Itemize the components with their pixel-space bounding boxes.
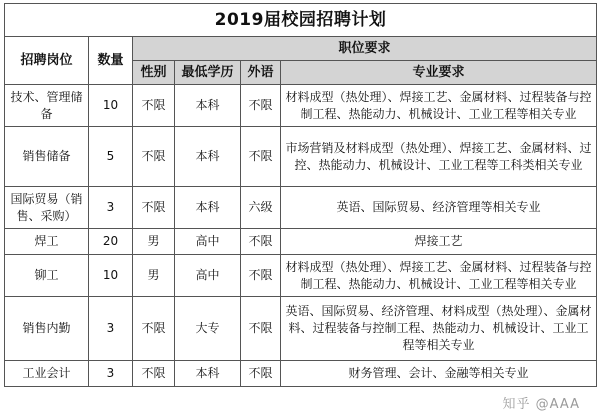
table-row — [5, 255, 597, 297]
cell-language: 不限 — [241, 127, 281, 187]
table-row — [5, 229, 597, 255]
cell-position: 销售储备 — [5, 127, 89, 187]
cell-major: 财务管理、会计、金融等相关专业 — [281, 361, 597, 387]
cell-language: 不限 — [241, 229, 281, 255]
cell-language: 不限 — [241, 361, 281, 387]
cell-education: 本科 — [175, 187, 241, 229]
cell-major: 材料成型（热处理）、焊接工艺、金属材料、过程装备与控制工程、热能动力、机械设计、工业工程等相关专业 — [281, 85, 597, 127]
cell-count: 5 — [89, 127, 133, 187]
header-count: 数量 — [89, 37, 133, 85]
cell-major: 焊接工艺 — [281, 229, 597, 255]
table-row — [5, 361, 597, 387]
recruitment-table — [4, 3, 597, 387]
cell-position: 技术、管理储备 — [5, 85, 89, 127]
header-requirements: 职位要求 — [133, 37, 597, 61]
cell-major: 英语、国际贸易、经济管理等相关专业 — [281, 187, 597, 229]
table-row — [5, 297, 597, 361]
table-row — [5, 85, 597, 127]
cell-education: 大专 — [175, 297, 241, 361]
cell-education: 本科 — [175, 127, 241, 187]
cell-position: 销售内勤 — [5, 297, 89, 361]
cell-gender: 男 — [133, 229, 175, 255]
table-row — [5, 127, 597, 187]
watermark: 知乎 @AAA — [502, 397, 580, 412]
header-gender: 性别 — [133, 61, 175, 85]
cell-gender: 不限 — [133, 127, 175, 187]
header-language: 外语 — [241, 61, 281, 85]
cell-count: 3 — [89, 361, 133, 387]
cell-education: 本科 — [175, 361, 241, 387]
cell-gender: 男 — [133, 255, 175, 297]
cell-position: 国际贸易（销售、采购） — [5, 187, 89, 229]
cell-education: 本科 — [175, 85, 241, 127]
cell-major: 英语、国际贸易、经济管理、材料成型（热处理）、金属材料、过程装备与控制工程、热能动力、机械设计、工业工程等相关专业 — [281, 297, 597, 361]
cell-language: 不限 — [241, 255, 281, 297]
cell-gender: 不限 — [133, 361, 175, 387]
table-title: 2019届校园招聘计划 — [5, 4, 597, 37]
cell-gender: 不限 — [133, 187, 175, 229]
cell-position: 焊工 — [5, 229, 89, 255]
cell-position: 铆工 — [5, 255, 89, 297]
cell-language: 不限 — [241, 297, 281, 361]
cell-gender: 不限 — [133, 85, 175, 127]
header-education: 最低学历 — [175, 61, 241, 85]
cell-position: 工业会计 — [5, 361, 89, 387]
cell-education: 高中 — [175, 229, 241, 255]
cell-count: 3 — [89, 297, 133, 361]
cell-count: 10 — [89, 255, 133, 297]
table-row — [5, 187, 597, 229]
header-position: 招聘岗位 — [5, 37, 89, 85]
cell-count: 20 — [89, 229, 133, 255]
header-major: 专业要求 — [281, 61, 597, 85]
cell-major: 市场营销及材料成型（热处理）、焊接工艺、金属材料、过控、热能动力、机械设计、工业工程等工科类相关专业 — [281, 127, 597, 187]
cell-language: 不限 — [241, 85, 281, 127]
cell-education: 高中 — [175, 255, 241, 297]
cell-gender: 不限 — [133, 297, 175, 361]
cell-count: 10 — [89, 85, 133, 127]
cell-major: 材料成型（热处理）、焊接工艺、金属材料、过程装备与控制工程、热能动力、机械设计、工业工程等相关专业 — [281, 255, 597, 297]
cell-count: 3 — [89, 187, 133, 229]
cell-language: 六级 — [241, 187, 281, 229]
